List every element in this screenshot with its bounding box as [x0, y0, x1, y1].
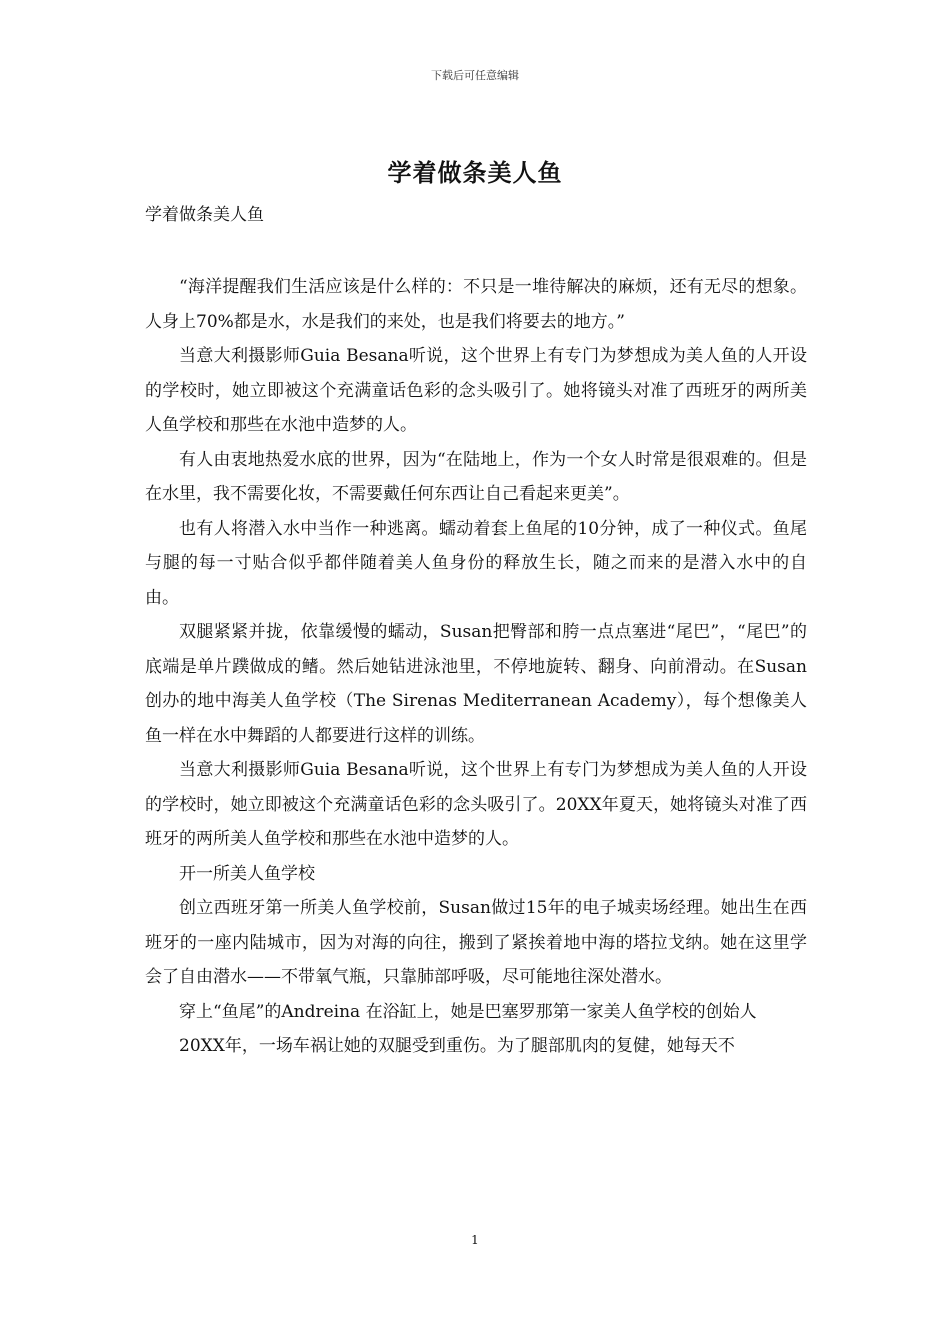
page-number: 1 [471, 1233, 479, 1247]
document-subtitle: 学着做条美人鱼 [145, 205, 264, 225]
paragraph-1: “海洋提醒我们生活应该是什么样的：不只是一堆待解决的麻烦，还有无尽的想象。人身上70%都是水，水是我们的来处，也是我们将要去的地方。” [145, 277, 807, 332]
paragraph-3: 有人由衷地热爱水底的世界，因为“在陆地上，作为一个女人时常是很艰难的。但是在水里，我不需要化妆，不需要戴任何东西让自己看起来更美”。 [145, 449, 807, 504]
page-header-note: 下载后可任意编辑 [431, 69, 519, 82]
paragraph-2: 当意大利摄影师Guia Besana听说，这个世界上有专门为梦想成为美人鱼的人开设的学校时，她立即被这个充满童话色彩的念头吸引了。她将镜头对准了西班牙的两所美人鱼学校和那些在水池中造梦的人。 [145, 346, 807, 435]
paragraph-6: 当意大利摄影师Guia Besana听说，这个世界上有专门为梦想成为美人鱼的人开设的学校时，她立即被这个充满童话色彩的念头吸引了。20XX年夏天，她将镜头对准了西班牙的两所美人鱼学校和那些在水池中造梦的人。 [145, 760, 807, 849]
document-title: 学着做条美人鱼 [387, 158, 563, 187]
section-heading: 开一所美人鱼学校 [179, 863, 315, 884]
paragraph-8: 穿上“鱼尾”的Andreina 在浴缸上，她是巴塞罗那第一家美人鱼学校的创始人 [179, 1001, 757, 1022]
paragraph-9: 20XX年，一场车祸让她的双腿受到重伤。为了腿部肌肉的复健，她每天不 [179, 1036, 735, 1056]
paragraph-5: 双腿紧紧并拢，依靠缓慢的蠕动，Susan把臀部和胯一点点塞进“尾巴”，“尾巴”的底端是单片蹼做成的鳍。然后她钻进泳池里，不停地旋转、翻身、向前滑动。在Susan创办的地中海美人鱼学校（The Sirenas Mediterranean Academy），每个想像美人鱼一样在水中舞蹈的人都要进行这样的训练。 [145, 622, 807, 746]
document-body [145, 270, 807, 1064]
paragraph-4: 也有人将潜入水中当作一种逃离。蠕动着套上鱼尾的10分钟，成了一种仪式。鱼尾与腿的每一寸贴合似乎都伴随着美人鱼身份的释放生长，随之而来的是潜入水中的自由。 [145, 518, 807, 608]
paragraph-7: 创立西班牙第一所美人鱼学校前，Susan做过15年的电子城卖场经理。她出生在西班牙的一座内陆城市，因为对海的向往，搬到了紧挨着地中海的塔拉戈纳。她在这里学会了自由潜水——不带氧气瓶，只靠肺部呼吸，尽可能地往深处潜水。 [145, 898, 807, 987]
